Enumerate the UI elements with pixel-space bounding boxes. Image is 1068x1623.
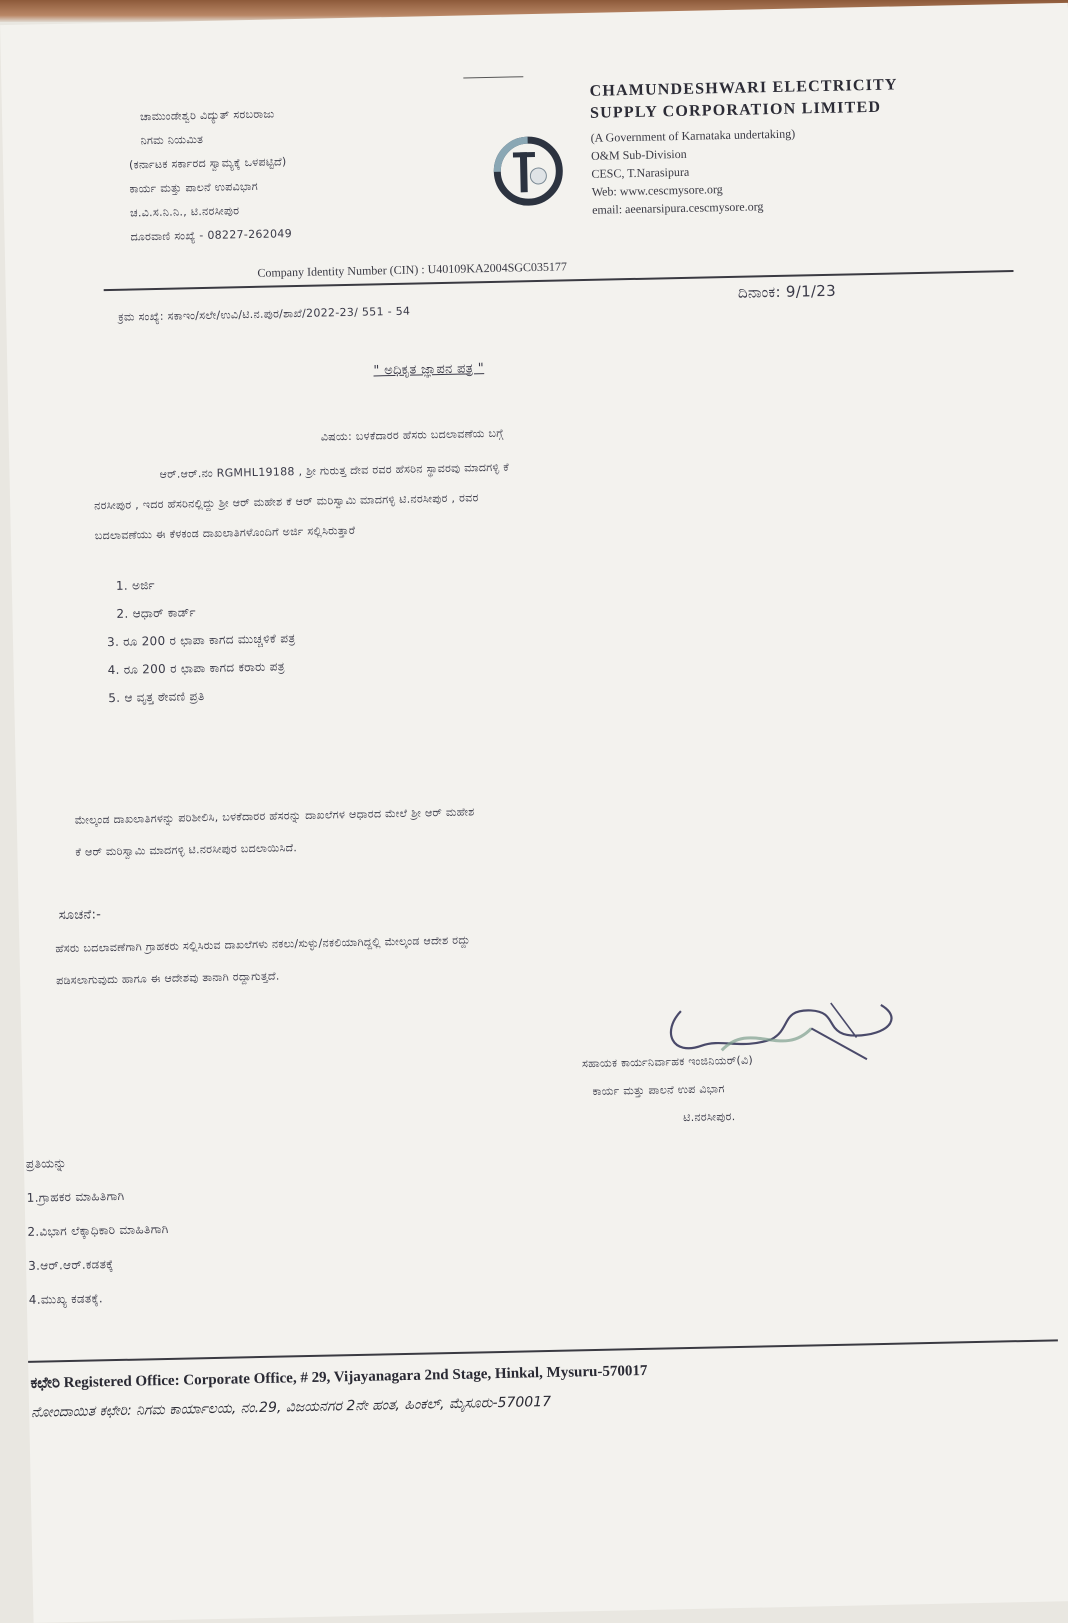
signatory-line: ಸಹಾಯಕ ಕಾರ್ಯನಿರ್ವಾಹಕ ಇಂಜಿನಿಯರ್(ವಿ): [581, 1053, 754, 1071]
note-line: ಹೆಸರು ಬದಲಾವಣೆಗಾಗಿ ಗ್ರಾಹಕರು ಸಲ್ಲಿಸಿರುವ ದಾಖಲೆಗಳು ನಕಲು/ಸುಳ್ಳು/ನಕಲಿಯಾಗಿದ್ದಲ್ಲಿ ಮೇಲ್ಕಂಡ ಆದೇಶ ರದ್ದು: [55, 933, 471, 956]
header-dash: [463, 76, 523, 78]
cin-line: Company Identity Number (CIN) : U40109KA2004SGC035177: [257, 259, 568, 280]
list-item: 5. ಆ ವೃತ್ತ ಠೇವಣಿ ಪ್ರತಿ: [108, 689, 205, 706]
company-name-line2: SUPPLY CORPORATION LIMITED: [589, 98, 882, 122]
list-item: 2. ಆಧಾರ್ ಕಾರ್ಡ್: [116, 605, 196, 621]
reference-date: ದಿನಾಂಕ: 9/1/23: [737, 281, 837, 302]
conclusion-line: ಮೇಲ್ಕಂಡ ದಾಖಲಾತಿಗಳನ್ನು ಪರಿಶೀಲಿಸಿ, ಬಳಕೆದಾರರ ಹೆಸರನ್ನು ದಾಖಲೆಗಳ ಆಧಾರದ ಮೇಲೆ ಶ್ರೀ ಆರ್ ಮಹೇಶ: [74, 805, 475, 827]
signatory-line: ಟಿ.ನರಸೀಪುರ.: [683, 1110, 736, 1125]
footer-registered-office-kn: ನೋಂದಾಯಿತ ಕಛೇರಿ: ನಿಗಮ ಕಾರ್ಯಾಲಯ, ನಂ.29, ವಿಜಯನಗರ 2ನೇ ಹಂತ, ಹಿಂಕಲ್, ಮೈಸೂರು-570017: [31, 1393, 552, 1421]
list-item: 1. ಅರ್ಜಿ: [115, 578, 155, 593]
note-label: ಸೂಚನೆ:-: [58, 907, 102, 924]
company-logo-icon: [493, 135, 564, 206]
list-item: 3. ರೂ 200 ರ ಛಾಪಾ ಕಾಗದ ಮುಚ್ಚಳಿಕೆ ಪತ್ರ: [106, 631, 296, 650]
copy-to-line: 2.ವಿಭಾಗ ಲೆಕ್ಕಾಧಿಕಾರಿ ಮಾಹಿತಿಗಾಗಿ: [27, 1221, 169, 1239]
reference-number: ಕ್ರಮ ಸಂಖ್ಯೆ: ಸಕಾಇಂ/ಸಲೇ/ಉವಿ/ಟಿ.ನ.ಪುರ/ಶಾಖೆ/2022-23/ 551 - 54: [118, 304, 411, 324]
header-left-line: ನಿಗಮ ನಿಯಮಿತ: [140, 132, 204, 148]
body-line: ಆರ್.ಆರ್.ನಂ RGMHL19188 , ಶ್ರೀ ಗುರುತ್ತ ದೇವ ರವರ ಹೆಸರಿನ ಸ್ಥಾವರವು ಮಾದಗಳ್ಳಿ ಕೆ: [159, 460, 510, 481]
document-title: " ಅಧಿಕೃತ ಜ್ಞಾಪನ ಪತ್ರ ": [373, 361, 485, 379]
copy-to-line: ಪ್ರತಿಯನ್ನು: [25, 1156, 67, 1171]
header-left-line: ಕಾರ್ಯ ಮತ್ತು ಪಾಲನೆ ಉಪವಿಭಾಗ: [129, 179, 259, 196]
body-line: ನರಸೀಪುರ , ಇದರ ಹೆಸರಿನಲ್ಲಿದ್ದು ಶ್ರೀ ಆರ್ ಮಹೇಶ ಕೆ ಆರ್ ಮರಿಸ್ವಾಮಿ ಮಾದಗಳ್ಳಿ ಟಿ.ನರಸೀಪುರ , ರವರ: [94, 491, 479, 513]
header-left-line: ಚಾಮುಂಡೇಶ್ವರಿ ವಿದ್ಯುತ್ ಸರಬರಾಜು: [139, 107, 275, 124]
copy-to-line: 1.ಗ್ರಾಹಕರ ಮಾಹಿತಿಗಾಗಿ: [26, 1188, 125, 1205]
list-item: 4. ರೂ 200 ರ ಛಾಪಾ ಕಾಗದ ಕರಾರು ಪತ್ರ: [107, 659, 285, 678]
header-right-line: CESC, T.Narasipura: [591, 164, 690, 181]
body-line: ಬದಲಾವಣೆಯು ಈ ಕೆಳಕಂಡ ದಾಖಲಾತಿಗಳೊಂದಿಗೆ ಅರ್ಜಿ ಸಲ್ಲಿಸಿರುತ್ತಾರೆ: [94, 523, 356, 543]
footer-rule: [28, 1339, 1058, 1363]
copy-to-line: 3.ಆರ್.ಆರ್.ಕಡತಕ್ಕೆ: [27, 1257, 114, 1273]
conclusion-line: ಕೆ ಆರ್ ಮರಿಸ್ವಾಮಿ ಮಾದಗಳ್ಳಿ ಟಿ.ನರಸೀಪುರ ಬದಲಾಯಿಸಿದೆ.: [75, 841, 298, 859]
header-left-line: ಚ.ವಿ.ಸ.ನಿ.ನಿ., ಟಿ.ನರಸೀಪುರ: [129, 204, 240, 220]
document-page: [0, 3, 1068, 1623]
signatory-line: ಕಾರ್ಯ ಮತ್ತು ಪಾಲನೆ ಉಪ ವಿಭಾಗ: [592, 1082, 725, 1099]
note-line: ಪಡಿಸಲಾಗುವುದು ಹಾಗೂ ಈ ಆದೇಶವು ತಾನಾಗಿ ರದ್ದಾಗುತ್ತದೆ.: [56, 969, 280, 988]
header-left-line: (ಕರ್ನಾಟಕ ಸರ್ಕಾರದ ಸ್ವಾಮ್ಯಕ್ಕೆ ಒಳಪಟ್ಟಿದೆ): [128, 155, 287, 172]
footer-registered-office: ಕಛೇರಿ Registered Office: Corporate Office, # 29, Vijayanagara 2nd Stage, Hinkal, Mysuru-570017: [30, 1362, 648, 1392]
header-right-line: O&M Sub-Division: [590, 146, 687, 163]
company-name: CHAMUNDESHWARI ELECTRICITY: [589, 76, 898, 100]
subject-line: ವಿಷಯ: ಬಳಕೆದಾರರ ಹೆಸರು ಬದಲಾವಣೆಯ ಬಗ್ಗೆ: [320, 426, 504, 444]
copy-to-line: 4.ಮುಖ್ಯ ಕಡತಕ್ಕೆ.: [28, 1291, 104, 1307]
header-right-line: Web: www.cescmysore.org: [591, 182, 723, 199]
header-right-line: email: aeenarsipura.cescmysore.org: [591, 199, 764, 217]
header-right-line: (A Government of Karnataka undertaking): [590, 126, 796, 145]
header-left-line: ದೂರವಾಣಿ ಸಂಖ್ಯೆ - 08227-262049: [130, 227, 293, 244]
